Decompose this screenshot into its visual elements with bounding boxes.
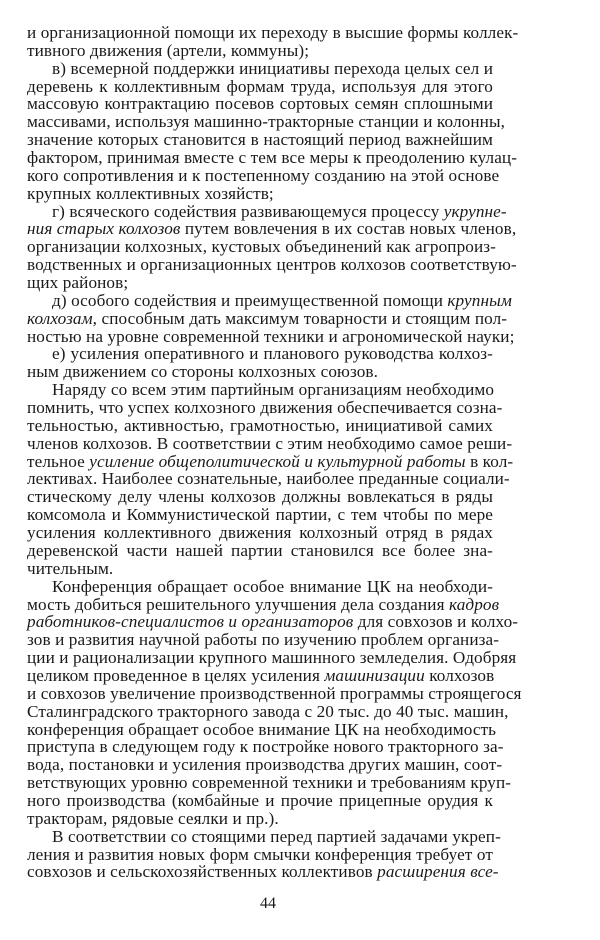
text-line [27,683,522,703]
text-segment: комсомола и Коммунистической партии, с тем чтобы по мере [27,505,493,525]
text-line [27,326,515,346]
text-line [27,755,503,775]
paragraph [27,345,493,381]
text-line [27,381,493,399]
text-segment: организации колхозных, кустовых объединений как агропроиз- [27,237,496,257]
text-line [27,578,493,596]
text-segment: лективах. Наиболее сознательные, наиболее преданные социали- [27,469,510,489]
text-line [27,345,493,363]
text-segment: стическому делу члены колхозов должны вовлекаться в ряды [27,487,493,507]
paragraph [27,380,514,578]
text-segment: путем вовлечения в их состав новых членов, [180,219,517,239]
text-segment: тивного движения (артели, коммуны); [27,40,310,60]
emphasized-text: колхозам, [27,308,98,328]
text-segment: г) всяческого содействия развивающемуся процессу [52,201,444,221]
text-segment: ветствующих уровню современной техники и требованиям круп- [27,773,512,793]
paragraph [27,576,522,828]
text-line [27,826,501,846]
text-segment: зов и развития научной работы по изучению проблем организа- [27,630,500,650]
text-line [27,433,513,453]
text-line [27,185,493,203]
text-line [27,274,493,292]
text-segment: целиком проведенное в целях усиления [27,665,325,685]
text-segment: тельностью, активностью, грамотностью, инициативой самих [27,415,493,435]
text-line [27,112,505,132]
text-line [27,42,493,60]
text-line [27,542,493,560]
text-line [27,810,493,828]
text-segment: в) всемерной поддержки инициативы перехода целых сел и [52,58,493,78]
text-segment: мость добиться решительного улучшения дела создания [27,594,450,614]
text-segment: ления и развития новых форм смычки конференция требует от [27,844,493,864]
text-line [27,201,507,221]
text-segment: Конференция обращает особое внимание ЦК на необходи- [52,576,493,596]
text-line [27,363,493,381]
emphasized-text: работников-специалистов и организаторов [27,612,354,632]
text-line [27,737,504,757]
text-line [27,95,493,113]
text-line [27,398,503,418]
text-line [27,524,493,542]
text-segment: Наряду со всем этим партийным организациям необходимо [52,380,495,400]
text-line [27,506,493,524]
text-line [27,78,493,96]
text-line [27,148,518,168]
text-line [27,560,493,578]
text-line [27,60,493,78]
text-segment: щих районов; [27,273,129,293]
text-line [27,488,493,506]
text-line [27,648,517,668]
text-segment: водственных и организационных центров колхозов соответствую- [27,255,517,275]
text-line [27,792,493,810]
paragraph [27,23,519,60]
text-line [27,701,509,721]
text-line [27,23,519,42]
emphasized-text: крупным [447,290,512,310]
paragraph [27,290,515,346]
text-line [27,451,514,471]
text-segment: конференция обращает особое внимание ЦК на необходимость [27,719,497,739]
emphasized-text: усиление общеполитической и культурной работы [89,451,466,471]
emphasized-text: ния старых колхозов [27,219,181,239]
text-line [27,773,512,793]
text-segment: кого сопротивления и к постепенному созданию на этой основе [27,165,500,185]
paragraph [27,826,501,882]
text-segment: в кол- [465,451,514,471]
text-line [27,255,517,275]
text-line [27,417,493,435]
text-segment: фактором, принимая вместе с тем все меры к преодолению кулац- [27,148,518,168]
text-segment: крупных коллективных хозяйств; [27,183,274,203]
text-line [27,237,496,257]
text-segment: приступа в следующем году к постройке нового тракторного за- [27,737,504,757]
text-line [27,612,519,632]
page-number: 44 [260,895,276,912]
text-segment: д) особого содействия и преимущественной помощи [52,290,448,310]
text-segment: вода, постановки и усиления производства других машин, соот- [27,755,503,775]
text-segment: ным движением со стороны колхозных союзов. [27,362,379,382]
text-segment: массовую контрактацию посевов сортовых семян сплошными [27,94,493,114]
text-segment: для совхозов и колхо- [353,612,519,632]
text-segment: ностью на уровне современной техники и агрономической науки; [27,326,515,346]
text-segment: способным дать максимум товарности и стоящим пол- [97,308,508,328]
text-line [27,594,500,614]
text-segment: и совхозов увеличение производственной программы строящегося [27,683,522,703]
text-line [27,290,512,310]
text-segment: помнить, что успех колхозного движения обеспечивается созна- [27,398,503,418]
emphasized-text: расширения все- [377,862,499,882]
text-segment: колхозов [424,665,495,685]
paragraph [27,58,518,203]
text-segment: чительным. [27,558,114,578]
text-segment: усиления коллективного движения колхозный отряд в рядах [27,523,493,543]
text-segment: тракторам, рядовые сеялки и пр.). [27,808,279,828]
text-line [27,846,493,864]
text-line [27,469,510,489]
text-segment: и организационной помощи их переходу в высшие формы коллек- [27,23,519,42]
paragraph [27,201,517,293]
emphasized-text: машинизации [324,665,425,685]
text-segment: тельное [27,451,90,471]
text-line [27,308,508,328]
text-line [27,719,497,739]
text-line [27,131,493,149]
text-segment: деревень к коллективным формам труда, используя для этого [27,76,493,96]
text-segment: В соответствии со стоящими перед партией задачами укреп- [52,826,501,846]
text-line [27,165,500,185]
text-segment: Сталинградского тракторного завода с 20 тыс. до 40 тыс. машин, [27,701,509,721]
text-line [27,667,493,685]
text-segment: деревенской части нашей партии становился все более зна- [27,540,493,560]
text-segment: значение которых становится в настоящий период важнейшим [27,130,493,150]
text-segment: ции и рационализации крупного машинного земледелия. Одобряя [27,648,517,668]
document-page-text [27,23,522,882]
emphasized-text: укрупне- [443,201,507,221]
text-line [27,862,499,882]
emphasized-text: кадров [449,594,500,614]
text-segment: ного производства (комбайные и прочие прицепные орудия к [27,790,493,810]
text-segment: е) усиления оперативного и планового руководства колхоз- [52,344,493,364]
text-segment: совхозов и сельскохозяйственных коллективов [27,862,378,882]
text-line [27,219,517,239]
text-segment: массивами, используя машинно-тракторные станции и колонны, [27,112,505,132]
text-segment: членов колхозов. В соответствии с этим необходимо самое реши- [27,433,513,453]
text-line [27,630,500,650]
